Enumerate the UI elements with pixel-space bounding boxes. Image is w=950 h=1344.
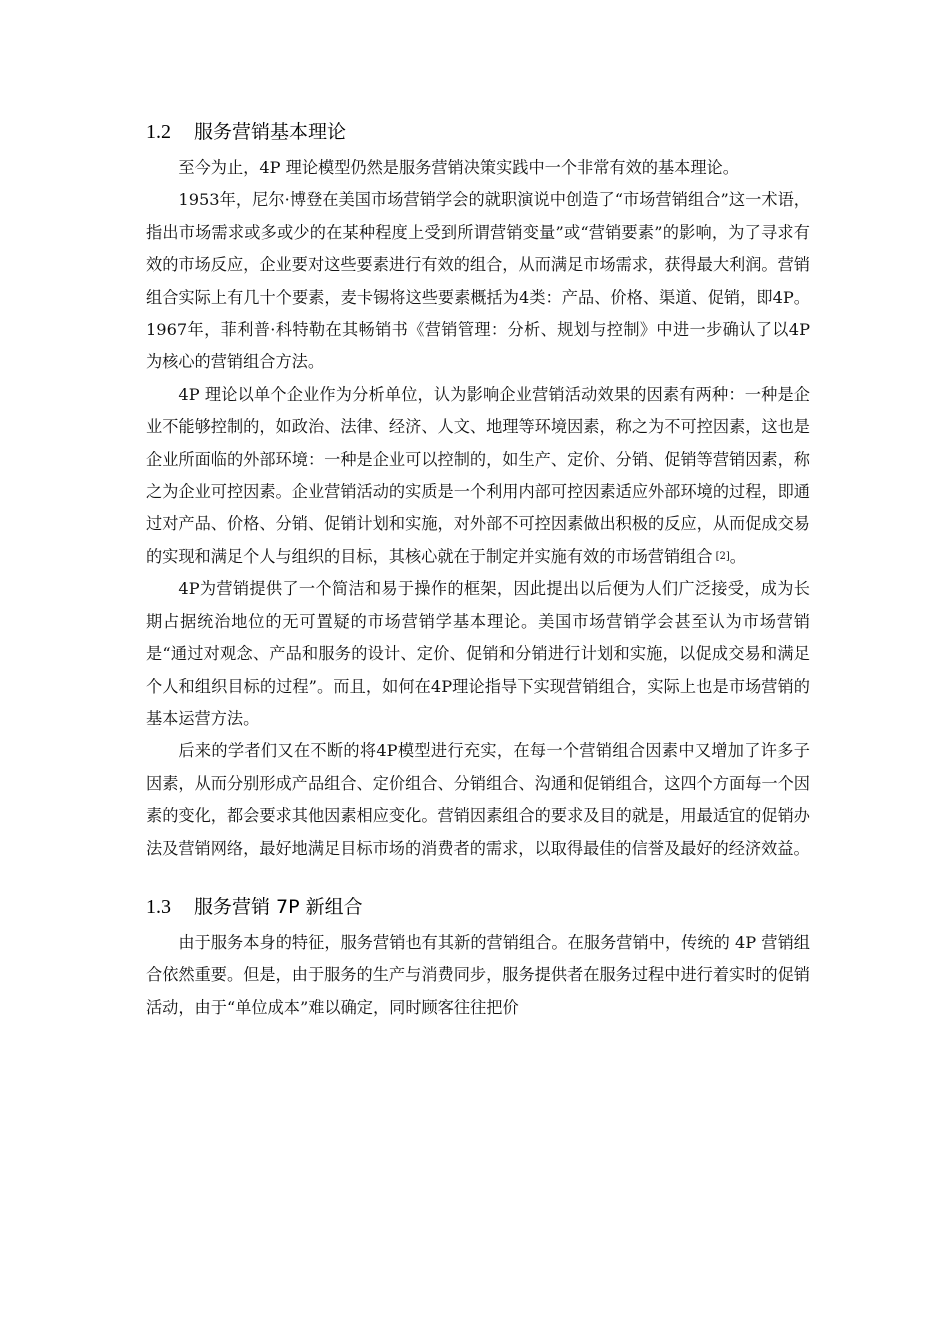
body-paragraph: 4P为营销提供了一个简洁和易于操作的框架，因此提出以后便为人们广泛接受，成为长期占据统治地位的无可置疑的市场营销学基本理论。美国市场营销学会甚至认为市场营销是“通过对观念、产品和服务的设计、定价、促销和分销进行计划和实施，以促成交易和满足个人和组织目标的过程”。而且，如何在4P理论指导下实现营销组合，实际上也是市场营销的基本运营方法。 <box>146 579 810 728</box>
paragraph-text: 4P 理论以单个企业作为分析单位，认为影响企业营销活动效果的因素有两种：一种是企业不能够控制的，如政治、法律、经济、人文、地理等环境因素，称之为不可控因素，这也是企业所面临的外部环境：一种是企业可以控制的，如生产、定价、分销、促销等营销因素，称之为企业可控因素。企业营销活动的实质是一个利用内部可控因素适应外部环境的过程，即通过对产品、价格、分销、促销计划和实施，对外部不可控因素做出积极的反应，从而促成交易的实现和满足个人与组织的目标，其核心就在于制定并实施有效的市场营销组合 <box>146 384 810 566</box>
section-number: 1.2 <box>146 121 171 143</box>
document-page <box>146 112 810 1024</box>
body-paragraph: 后来的学者们又在不断的将4P模型进行充实，在每一个营销组合因素中又增加了许多子因素，从而分别形成产品组合、定价组合、分销组合、沟通和促销组合，这四个方面每一个因素的变化，都会要求其他因素相应变化。营销因素组合的要求及目的就是，用最适宜的促销办法及营销网络，最好地满足目标市场的消费者的需求，以取得最佳的信誉及最好的经济效益。 <box>146 741 810 858</box>
section-heading-1-3 <box>146 887 810 927</box>
paragraph-end: 。 <box>729 546 746 566</box>
body-paragraph <box>146 379 810 573</box>
body-paragraph: 1953年，尼尔·博登在美国市场营销学会的就职演说中创造了“市场营销组合”这一术语，指出市场需求或多或少的在某种程度上受到所谓营销变量”或“营销要素”的影响，为了寻求有效的市场反应，企业要对这些要素进行有效的组合，从而满足市场需求，获得最大利润。营销组合实际上有几十个要素，麦卡锡将这些要素概括为4类：产品、价格、渠道、促销，即4P。1967年，菲利普·科特勒在其畅销书《营销管理：分析、规划与控制》中进一步确认了以4P为核心的营销组合方法。 <box>146 190 810 372</box>
section-heading-1-2 <box>146 112 810 152</box>
section-title: 服务营销基本理论 <box>194 121 347 143</box>
body-paragraph: 由于服务本身的特征，服务营销也有其新的营销组合。在服务营销中，传统的 4P 营销组合依然重要。但是，由于服务的生产与消费同步，服务提供者在服务过程中进行着实时的促销活动，由于“单位成本”难以确定，同时顾客往往把价 <box>146 932 810 1017</box>
section-number: 1.3 <box>146 895 171 918</box>
section-title: 服务营销 7P 新组合 <box>194 895 363 918</box>
citation-marker: [2] <box>715 550 730 562</box>
body-paragraph: 至今为止，4P 理论模型仍然是服务营销决策实践中一个非常有效的基本理论。 <box>178 158 739 177</box>
